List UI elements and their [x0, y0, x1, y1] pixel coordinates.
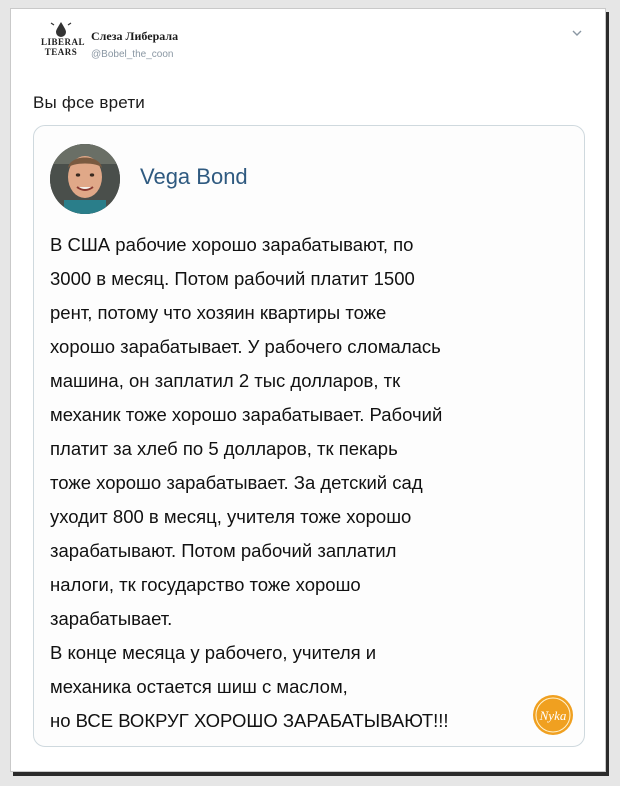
quote-line: налоги, тк государство тоже хорошо	[50, 574, 361, 595]
tweet-frame	[10, 8, 606, 772]
quote-line: платит за хлеб по 5 долларов, тк пекарь	[50, 438, 398, 459]
nyka-watermark	[532, 694, 574, 736]
avatar-image	[50, 144, 120, 214]
quote-line: машина, он заплатил 2 тыс долларов, тк	[50, 370, 401, 391]
quoted-tweet-body	[50, 228, 572, 738]
quote-line: зарабатывают. Потом рабочий заплатил	[50, 540, 397, 561]
quote-line: механик тоже хорошо зарабатывает. Рабочий	[50, 404, 443, 425]
quote-line: хорошо зарабатывает. У рабочего сломалась	[50, 336, 441, 357]
quote-line: тоже хорошо зарабатывает. За детский сад	[50, 472, 423, 493]
logo-text-line-2: TEARS	[44, 47, 78, 57]
quote-line: рент, потому что хозяин квартиры тоже	[50, 302, 387, 323]
quote-line: В конце месяца у рабочего, учителя и	[50, 642, 377, 663]
quoted-author-name[interactable]: Vega Bond	[140, 164, 248, 189]
author-name[interactable]: Слеза Либерала	[91, 29, 179, 43]
tear-drop-icon	[41, 21, 81, 37]
quoted-tweet-card[interactable]	[33, 125, 585, 747]
quote-line: В США рабочие хорошо зарабатывают, по	[50, 234, 414, 255]
quote-line: зарабатывает.	[50, 608, 173, 629]
tweet-text: Вы фсе врети	[33, 93, 146, 112]
avatar[interactable]	[50, 144, 120, 214]
chevron-down-icon[interactable]	[571, 27, 583, 39]
author-handle[interactable]: @Bobel_the_coon	[91, 49, 174, 60]
quote-line: 3000 в месяц. Потом рабочий платит 1500	[50, 268, 415, 289]
quote-line: механика остается шиш с маслом,	[50, 676, 348, 697]
quote-line: но ВСЕ ВОКРУГ ХОРОШО ЗАРАБАТЫВАЮТ!!!	[50, 710, 449, 731]
quote-line: уходит 800 в месяц, учителя тоже хорошо	[50, 506, 412, 527]
logo-text-line-1: LIBERAL	[41, 37, 86, 47]
watermark-text: Nyka	[539, 708, 567, 723]
liberal-tears-logo[interactable]	[41, 21, 86, 67]
